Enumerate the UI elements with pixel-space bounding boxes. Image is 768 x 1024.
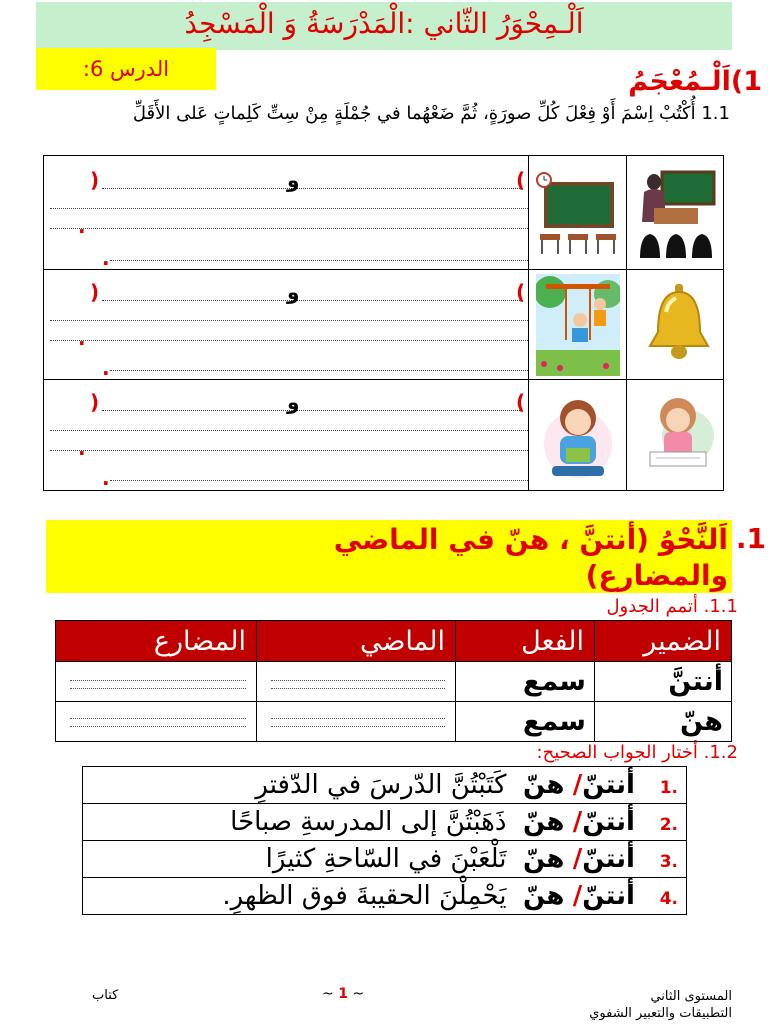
present-answer-cell[interactable] [56,662,257,702]
option-antunna[interactable]: أنتنّ [582,844,635,874]
lesson-label: الدرس 6: [82,57,170,81]
section1-title: 1)اَلْـمُعْجَمُ [628,66,762,97]
answer-area[interactable] [50,156,528,269]
section2-title: اَلنَّحْوُ (أنتنَّ ، هنّ في الماضي والمضارع) [333,523,728,592]
answer-area[interactable] [50,270,528,379]
vocab-row [44,156,723,270]
instruction-text: 1.1 أُكْتُبْ اِسْمَ أَوْ فِعْلَ كُلِّ صورَةٍ، ثُمَّ ضَعْهُما في جُمْلَةٍ مِنْ سِتِّ كَلِماتٍ عَلى الأَقَلِّ [132,103,730,124]
vocab-row [44,380,723,490]
option-hunna[interactable]: هنّ [523,807,565,837]
page-number-value: 1 [338,986,348,1002]
table-header-row [56,621,732,662]
header-past: الماضي [257,621,456,662]
choice-row [83,878,687,915]
answer-area[interactable] [50,380,528,490]
sentence-text: تَلْعَبْنَ في السّاحةِ كثيرًا [265,844,507,874]
teacher-classroom-icon [634,168,718,260]
past-answer-cell[interactable] [257,662,456,702]
end-dot: . [78,214,86,238]
paren-close: ) [90,168,100,192]
header-pronoun: الضمير [595,621,732,662]
choice-row [83,841,687,878]
end-dot: . [102,356,110,380]
paren-close: ) [90,280,100,304]
option-antunna[interactable]: أنتنّ [582,770,635,800]
classroom-desks-icon [536,168,620,258]
verb-cell: سمع [456,662,595,702]
page-tilde-right: ~ [352,986,365,1002]
option-antunna[interactable]: أنتنّ [582,881,635,911]
conjunction-label: و [287,390,300,414]
conjunction-label: و [287,168,300,192]
bell-icon [644,282,714,366]
footer-subject-line: التطبيقات والتعبير الشفوي [589,1006,732,1021]
vocab-row [44,270,723,380]
question-number: .1 [659,778,678,798]
section2-number: .1 [735,522,766,555]
end-dot: . [102,466,110,490]
paren-open: ( [516,280,526,304]
end-dot: . [78,326,86,350]
header-verb: الفعل [456,621,595,662]
sentence-text: كَتَبْتُنَّ الدّرسَ في الدّفترِ [255,770,507,800]
sentence-text: يَحْمِلْنَ الحقيبةَ فوق الظهرِ. [222,881,507,911]
footer-level [589,988,732,1022]
choice-row [83,767,687,804]
past-answer-cell[interactable] [257,702,456,742]
end-dot: . [102,246,110,270]
page-number [322,986,364,1002]
table-row [56,662,732,702]
option-hunna[interactable]: هنّ [523,844,565,874]
paren-close: ) [90,390,100,414]
option-antunna[interactable]: أنتنّ [582,807,635,837]
question-number: .4 [659,889,678,909]
slash: / [572,770,583,800]
swing-playground-icon [536,274,620,376]
option-hunna[interactable]: هنّ [523,770,565,800]
footer-level-line: المستوى الثاني [650,989,732,1004]
girl-writing-icon [638,386,718,480]
end-dot: . [78,436,86,460]
footer-book-label: كتاب [92,988,119,1003]
girl-reading-icon [538,392,618,482]
sentence-text: ذَهَبْتُنَّ إلى المدرسةِ صباحًا [230,807,507,837]
conjugation-table [55,620,732,742]
option-hunna[interactable]: هنّ [523,881,565,911]
question-number: .2 [659,815,678,835]
choose-table [82,766,687,915]
slash: / [572,844,583,874]
page-title: اَلْـمِحْوَرُ الثّاني :الْمَدْرَسَةُ وَ الْمَسْجِدُ [184,7,584,40]
sub1-label: 1.1. أتمم الجدول [606,596,738,617]
slash: / [572,807,583,837]
page-tilde-left: ~ [322,986,334,1002]
table-row [56,702,732,742]
paren-open: ( [516,168,526,192]
present-answer-cell[interactable] [56,702,257,742]
paren-open: ( [516,390,526,414]
vocab-table [43,155,724,491]
pronoun-cell: أنتنَّ [595,662,732,702]
choice-row [83,804,687,841]
sub2-label: 1.2. أختار الجواب الصحيح: [536,742,738,763]
conjunction-label: و [287,280,300,304]
verb-cell: سمع [456,702,595,742]
header-present: المضارع [56,621,257,662]
question-number: .3 [659,852,678,872]
slash: / [572,881,583,911]
pronoun-cell: هنّ [595,702,732,742]
